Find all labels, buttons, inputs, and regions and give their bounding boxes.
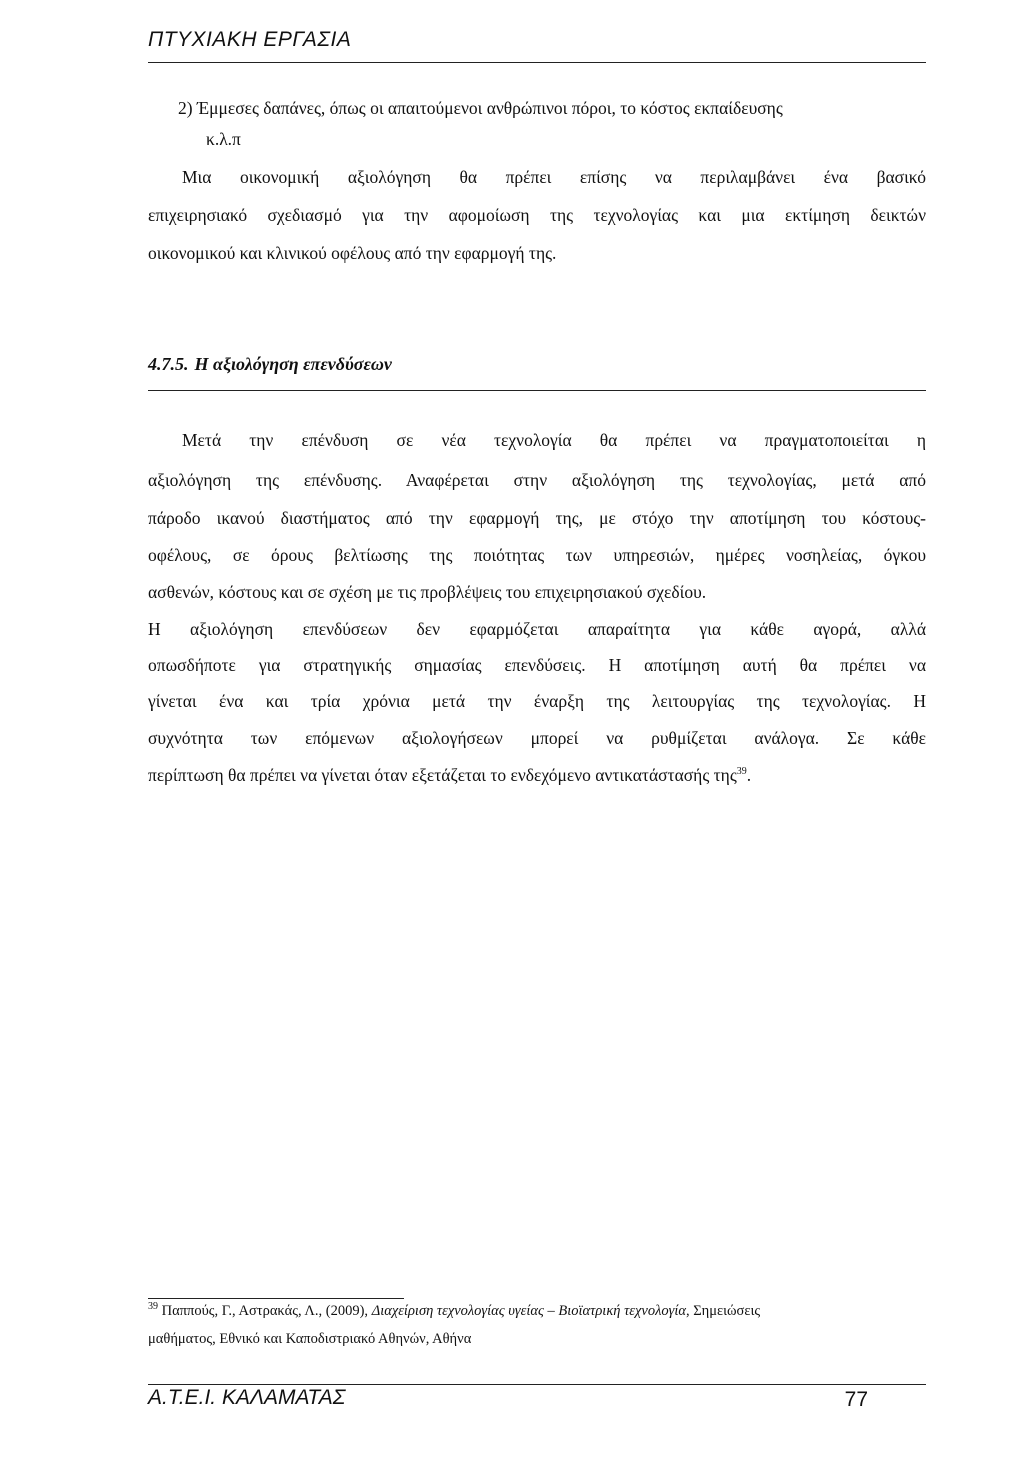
section-rule (148, 390, 926, 391)
footnote-line-1 (148, 1303, 926, 1320)
paragraph-1-line-1: Μια οικονομική αξιολόγηση θα πρέπει επίσης να περιλαμβάνει ένα βασικό (182, 167, 926, 187)
paragraph-3-line-4: συχνότητα των επόμενων αξιολογήσεων μπορεί να ρυθμίζεται ανάλογα. Σε κάθε (148, 728, 926, 748)
list-item-line-1: 2) Έμμεσες δαπάνες, όπως οι απαιτούμενοι ανθρώπινοι πόροι, το κόστος εκπαίδευσης (178, 98, 783, 118)
paragraph-3-line-1: Η αξιολόγηση επενδύσεων δεν εφαρμόζεται απαραίτητα για κάθε αγορά, αλλά (148, 619, 926, 639)
footnote-after-title: , Σημειώσεις (685, 1303, 761, 1319)
running-header: ΠΤΥΧΙΑΚΗ ΕΡΓΑΣΙΑ (148, 28, 352, 51)
paragraph-2-line-2: αξιολόγηση της επένδυσης. Αναφέρεται στην αξιολόγηση της τεχνολογίας, μετά από (148, 470, 926, 490)
paragraph-3-line-3: γίνεται ένα και τρία χρόνια μετά την έναρξη της λειτουργίας της τεχνολογίας. Η (148, 691, 926, 711)
paragraph-2-line-5: ασθενών, κόστους και σε σχέση με τις προβλέψεις του επιχειρησιακού σχεδίου. (148, 582, 707, 602)
paragraph-3-last-line-end: . (746, 765, 752, 785)
paragraph-3-last-line-text: περίπτωση θα πρέπει να γίνεται όταν εξετάζεται το ενδεχόμενο αντικατάστασής της (148, 765, 737, 785)
footnote-line-2: μαθήματος, Εθνικό και Καποδιστριακό Αθηνών, Αθήνα (148, 1331, 472, 1347)
paragraph-2-line-1: Μετά την επένδυση σε νέα τεχνολογία θα πρέπει να πραγματοποιείται η (182, 430, 926, 450)
page-number: 77 (844, 1388, 868, 1411)
footnote-title: Διαχείριση τεχνολογίας υγείας – Βιοϊατρική τεχνολογία (371, 1303, 686, 1319)
header-rule (148, 62, 926, 63)
section-number: 4.7.5. (148, 354, 189, 374)
section-heading (148, 354, 392, 375)
list-item-line-2: κ.λ.π (206, 129, 241, 149)
footer-institution: Α.Τ.Ε.Ι. ΚΑΛΑΜΑΤΑΣ (148, 1386, 346, 1409)
footnote-reference: 39 (736, 766, 747, 778)
footnote-rule (148, 1298, 404, 1299)
paragraph-2-line-3: πάροδο ικανού διαστήματος από την εφαρμογή της, με στόχο την αποτίμηση του κόστους- (148, 508, 926, 528)
paragraph-1-line-2: επιχειρησιακό σχεδιασμό για την αφομοίωση της τεχνολογίας και μια εκτίμηση δεικτών (148, 205, 926, 225)
footnote-number: 39 (148, 1301, 158, 1313)
footnote-authors: Παππούς, Γ., Αστρακάς, Λ., (2009), (158, 1303, 372, 1319)
footer-rule (148, 1384, 926, 1385)
paragraph-3-line-5 (148, 765, 751, 786)
section-title: Η αξιολόγηση επενδύσεων (194, 354, 392, 374)
paragraph-1-line-3: οικονομικού και κλινικού οφέλους από την εφαρμογή της. (148, 243, 557, 263)
paragraph-2-line-4: οφέλους, σε όρους βελτίωσης της ποιότητας των υπηρεσιών, ημέρες νοσηλείας, όγκου (148, 545, 926, 565)
paragraph-3-line-2: οπωσδήποτε για στρατηγικής σημασίας επενδύσεις. Η αποτίμηση αυτή θα πρέπει να (148, 655, 926, 675)
